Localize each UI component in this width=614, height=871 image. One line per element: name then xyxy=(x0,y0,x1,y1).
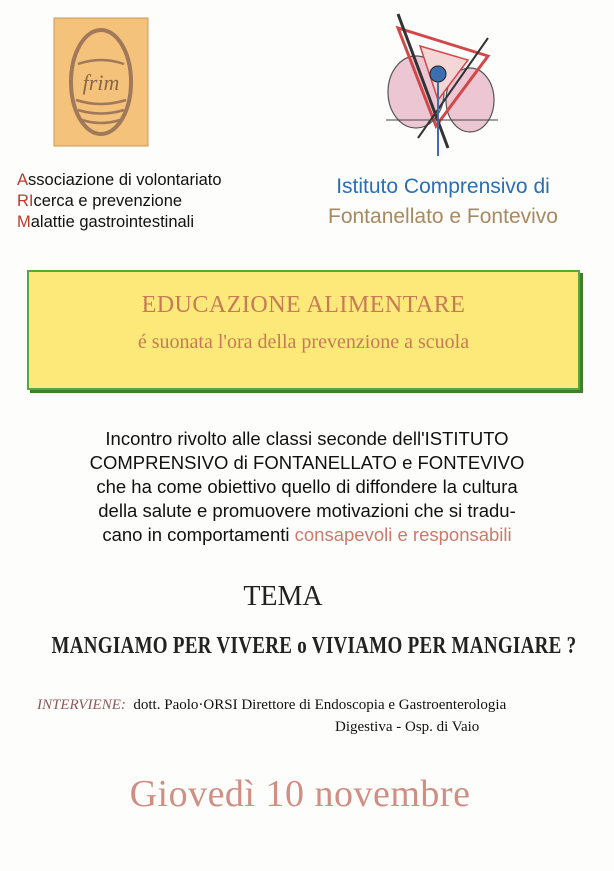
intro-paragraph xyxy=(40,427,574,547)
tema-title: MANGIAMO PER VIVERE o VIVIAMO PER MANGIARE ? xyxy=(51,633,577,660)
initial-ri: RI xyxy=(17,192,34,210)
tema-label: TEMA xyxy=(243,581,323,612)
school-name-line-1: Istituto Comprensivo di xyxy=(336,175,550,198)
speaker-line-2: Digestiva - Osp. di Vaio xyxy=(335,719,480,735)
speaker-info xyxy=(37,694,597,738)
intro-line-5: cano in comportamenti xyxy=(102,524,295,545)
intro-line-2: COMPRENSIVO di FONTANELLATO e FONTEVIVO xyxy=(89,452,525,473)
intro-highlight: consapevoli e responsabili xyxy=(294,524,512,545)
title-banner xyxy=(27,270,580,390)
school-name xyxy=(288,172,598,232)
intro-line-1: Incontro rivolto alle classi seconde dell'ISTITUTO xyxy=(105,428,509,449)
speaker-line-1: dott. Paolo·ORSI Direttore di Endoscopia e Gastroenterologia xyxy=(133,697,507,713)
banner-title: EDUCAZIONE ALIMENTARE xyxy=(141,292,466,318)
school-name-line-2: Fontanellato e Fontevivo xyxy=(328,205,558,228)
banner-subtitle: é suonata l'ora della prevenzione a scuola xyxy=(137,331,470,353)
initial-a: A xyxy=(17,171,29,189)
intro-line-4: della salute e promuovere motivazioni che si tradu- xyxy=(98,500,516,521)
frim-logo-icon xyxy=(52,16,150,148)
speaker-label: INTERVIENE: xyxy=(37,697,126,713)
intro-line-3: che ha come obiettivo quello di diffondere la cultura xyxy=(96,476,518,497)
event-date: Giovedì 10 novembre xyxy=(129,773,471,815)
association-line-3: alattie gastrointestinali xyxy=(30,213,195,231)
svg-text:frim: frim xyxy=(82,70,120,95)
school-emblem-icon xyxy=(378,8,508,158)
association-name xyxy=(17,170,287,233)
initial-m: M xyxy=(17,213,31,231)
association-line-2: cerca e prevenzione xyxy=(33,192,183,210)
association-line-1: ssociazione di volontariato xyxy=(28,171,222,189)
